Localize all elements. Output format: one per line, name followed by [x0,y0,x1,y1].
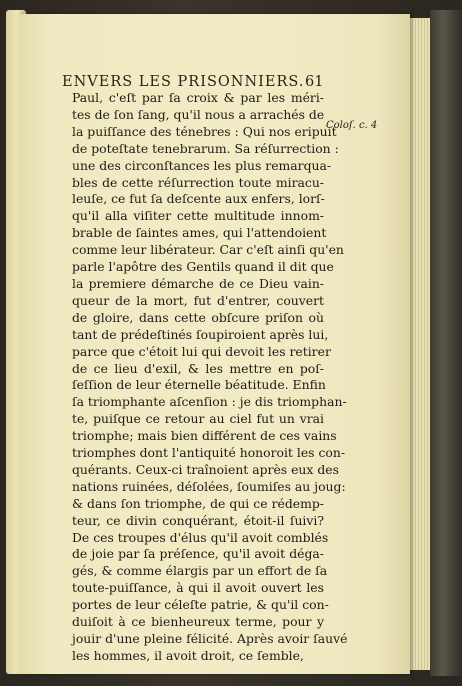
text-line: quérants. Ceux-ci traînoient après eux des [72,461,339,477]
running-head: ENVERS LES PRISONNIERS. [62,74,305,90]
text-line: & dans ſon triomphe, de qui ce rédemp- [72,495,324,511]
text-line: de ce lieu d'exil, & les mettre en poſ- [72,360,324,376]
text-line: de joie par ſa préſence, qu'il avoit déga- [72,546,324,562]
text-line: parle l'apôtre des Gentils quand il dit que [72,259,334,275]
text-line: te, puiſque ce retour au ciel fut un vrai [72,411,324,427]
text-line: portes de leur céleſte patrie, & qu'il con- [72,597,329,613]
text-line: gés, & comme élargis par un effort de ſa [72,563,328,579]
text-line: duiſoit à ce bienheureux terme, pour y [72,614,324,630]
text-line: jouir d'une pleine félicité. Après avoir ſauvé [72,631,348,646]
text-line: brable de ſaintes ames, qui l'attendoient [72,225,327,241]
text-line: la premiere démarche de ce Dieu vain- [72,275,324,291]
text-line: ſeſſion de leur éternelle béatitude. Enfin [72,377,326,393]
right-binding [430,10,462,676]
text-line: Paul, c'eſt par ſa croix & par les méri- [72,90,324,105]
text-line: de gloire, dans cette obſcure priſon où [72,309,324,325]
text-line: bles de cette réſurrection toute miracu- [72,174,324,190]
text-line: parce que c'étoit lui qui devoit les retirer [72,343,331,359]
text-line: la puiſſance des ténebres : Qui nos eripuit [72,123,337,139]
text-line: leuſe, ce fut ſa deſcente aux enfers, lorſ- [72,191,325,207]
text-line: queur de la mort, fut d'entrer, couvert [72,292,324,308]
text-line: teur, ce divin conquérant, étoit-il ſuivi? [72,512,324,528]
text-line: les hommes, il avoit droit, ce ſemble, [72,647,304,663]
text-line: une des circonſtances les plus remarqua- [72,157,332,173]
text-line: De ces troupes d'élus qu'il avoit comblés [72,529,329,545]
text-line: comme leur libérateur. Car c'eſt ainſi qu'en [72,242,344,258]
text-line: toute-puiſſance, à qui il avoit ouvert les [72,580,324,596]
text-line: triomphes dont l'antiquité honoroit les con- [72,445,346,461]
text-line: tes de ſon ſang, qu'il nous a arrachés de [72,106,325,122]
text-line: tant de prédeſtinés ſoupiroient après lui, [72,326,329,342]
text-line: qu'il alla viſiter cette multitude innom- [72,208,324,224]
text-line: ſa triomphante aſcenſion : je dis triomphan- [72,394,347,410]
text-line: nations ruinées, déſolées, ſoumiſes au joug: [72,478,346,494]
body-text [72,90,348,665]
text-line: de poteſtate tenebrarum. Sa réſurrection : [72,140,339,156]
margin-note: Coloſ. c. 4 [326,120,378,131]
text-line: triomphe; mais bien différent de ces vains [72,428,337,444]
page-number: 61 [305,74,324,90]
